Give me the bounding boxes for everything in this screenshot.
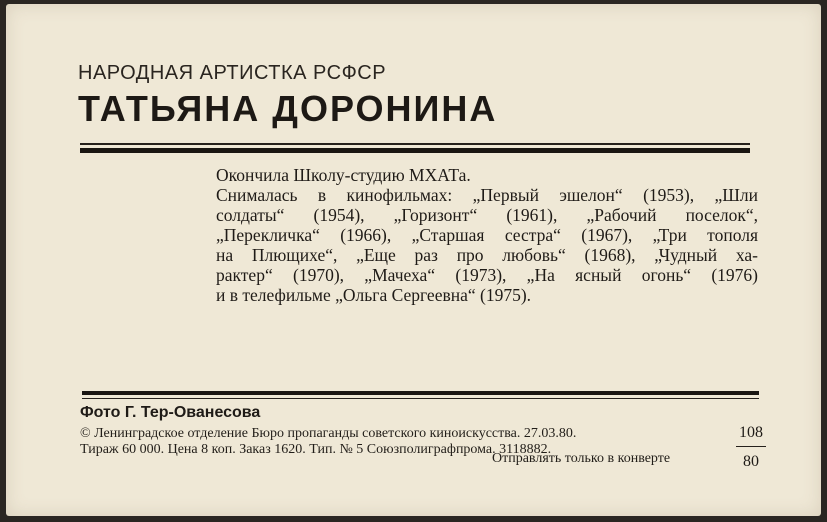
index-numerator: 108 [739, 424, 763, 441]
top-divider-thick [80, 148, 750, 153]
bio-line: Окончила Школу-студию МХАТа. [216, 165, 471, 185]
bio-line: „Перекличка“ (1966), „Старшая сестра“ (1967), „Три тополя [216, 225, 758, 245]
bio-line: солдаты“ (1954), „Горизонт“ (1961), „Рабочий поселок“, [216, 205, 758, 225]
fraction-bar [736, 446, 766, 447]
subtitle: НАРОДНАЯ АРТИСТКА РСФСР [78, 62, 387, 84]
postcard [6, 4, 821, 516]
imprint-line: Тираж 60 000. Цена 8 коп. Заказ 1620. Тип. № 5 Союзполиграфпрома. 3118882. [80, 442, 552, 457]
page-title: ТАТЬЯНА ДОРОНИНА [78, 88, 498, 129]
bio-line: и в телефильме „Ольга Сергеевна“ (1975). [216, 285, 532, 305]
bio-line: рактер“ (1970), „Мачеха“ (1973), „На ясный огонь“ (1976) [216, 265, 758, 285]
bio-line: на Плющихе“, „Еще раз про любовь“ (1968), „Чудный ха- [216, 245, 758, 265]
top-divider-thin [80, 143, 750, 145]
biography-text [216, 165, 758, 305]
bottom-divider-thin [82, 398, 759, 399]
imprint-line: © Ленинградское отделение Бюро пропаганды советского киноискусства. 27.03.80. [80, 426, 577, 441]
bio-line: Снималась в кинофильмах: „Первый эшелон“ (1953), „Шли [216, 185, 758, 205]
photo-credit: Фото Г. Тер-Ованесова [80, 404, 261, 421]
index-denominator: 80 [743, 453, 759, 470]
send-note: Отправлять только в конверте [492, 451, 671, 466]
bottom-divider-thick [82, 391, 759, 395]
index-fraction [734, 424, 768, 471]
